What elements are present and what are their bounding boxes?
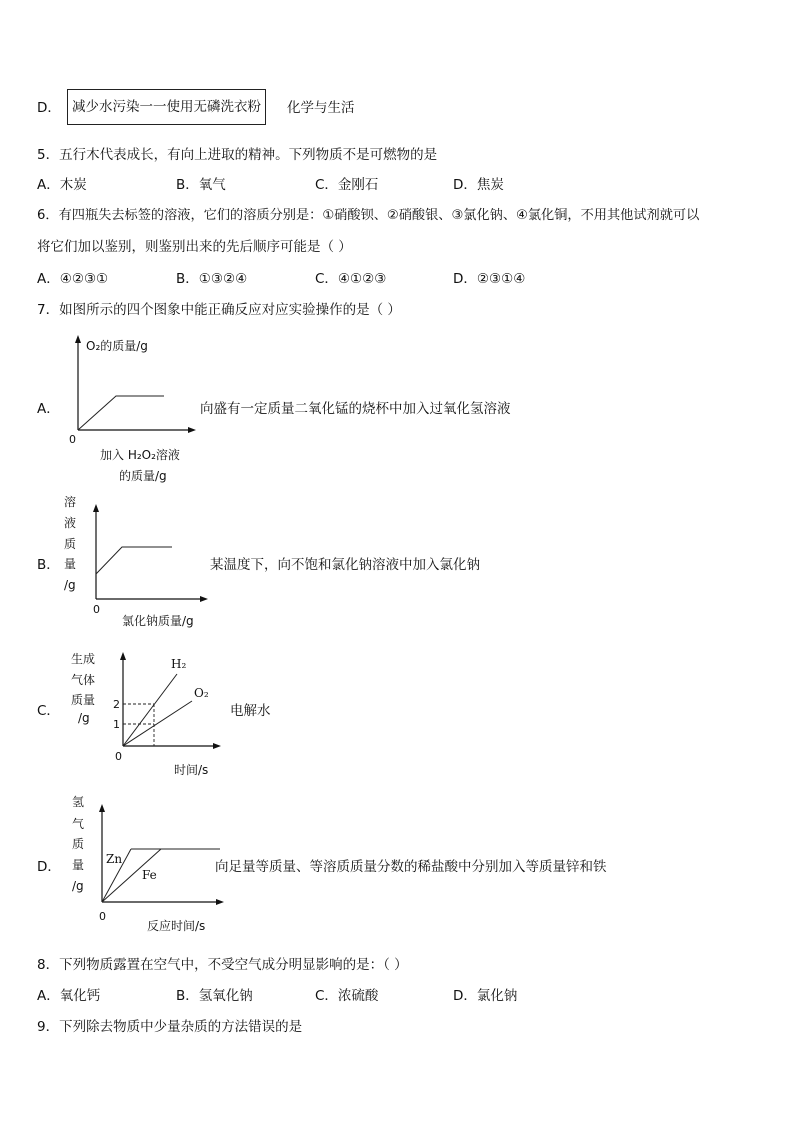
q7-b-solution-line [96,547,172,574]
q7-c-description: 电解水 [230,703,271,719]
q7-d-y-label-5: /g [72,879,84,893]
q9-stem: 9．下列除去物质中少量杂质的方法错误的是 [37,1019,303,1035]
q7-c-x-arrow [213,743,221,749]
q7-a-x-label-1: 加入 H₂O₂溶液 [100,448,180,462]
q7-d-fe-label: Fe [142,868,157,882]
q6-option-a[interactable]: A．④②③① [37,271,109,287]
q7-a-o2-line [78,396,164,430]
q8-stem: 8．下列物质露置在空气中，不受空气成分明显影响的是：（ ） [37,957,408,973]
q7-d-y-label-2: 气 [72,817,85,831]
q7-d-description: 向足量等质量、等溶质质量分数的稀盐酸中分别加入等质量锌和铁 [215,859,607,875]
q7-b-origin: 0 [93,603,100,616]
q7-a-description: 向盛有一定质量二氧化锰的烧杯中加入过氧化氢溶液 [200,401,511,417]
q7-b-y-label-2: 液 [64,516,77,530]
q7-c-o2-line [123,701,192,746]
q6-option-c[interactable]: C．④①②③ [315,271,387,287]
q7-a-y-label: O₂的质量/g [86,339,148,353]
q7-b-y-label-4: 量 [64,557,77,571]
q8-option-b[interactable]: B．氢氧化钠 [176,988,253,1004]
q7-option-b-letter[interactable]: B． [37,557,60,573]
q7-b-graph [60,494,220,634]
q7-option-a-letter[interactable]: A． [37,401,60,417]
q7-d-graph [60,792,230,937]
q7-c-y-label-2: 气体 [71,673,96,687]
q4-option-d-category: 化学与生活 [287,100,355,116]
q8-option-a[interactable]: A．氧化钙 [37,988,101,1004]
q8-option-c[interactable]: C．浓硫酸 [315,988,379,1004]
q7-b-y-label-5: /g [64,578,76,592]
q7-stem: 7．如图所示的四个图象中能正确反应对应实验操作的是（ ） [37,302,401,318]
q7-c-y-arrow [120,652,126,660]
q7-c-y-label-4: /g [78,711,90,725]
q7-c-y-label-3: 质量 [71,693,96,707]
q7-c-graph [60,648,240,783]
q7-c-o2-label: O₂ [194,686,209,700]
q7-c-tick-1: 1 [113,718,120,731]
q7-a-y-arrow [75,335,81,343]
q5-option-c[interactable]: C．金刚石 [315,177,379,193]
q7-b-x-arrow [200,596,208,602]
q8-option-d[interactable]: D．氯化钠 [453,988,518,1004]
q7-a-x-arrow [188,427,196,433]
q7-c-origin: 0 [115,750,122,763]
q6-option-d[interactable]: D．②③①④ [453,271,526,287]
q5-option-d[interactable]: D．焦炭 [453,177,504,193]
q4-option-d-boxed-text: 减少水污染一一使用无磷洗衣粉 [67,89,266,125]
q5-stem: 5．五行木代表成长，有向上进取的精神。下列物质不是可燃物的是 [37,147,438,163]
q7-a-x-label-2: 的质量/g [119,469,167,483]
q7-d-x-arrow [216,899,224,905]
q5-option-a[interactable]: A．木炭 [37,177,87,193]
q7-b-x-label: 氯化钠质量/g [122,614,194,628]
q7-d-zn-label: Zn [106,852,123,866]
q7-c-y-label-1: 生成 [71,652,96,666]
q7-option-c-letter[interactable]: C． [37,703,60,719]
q6-stem-line2: 将它们加以鉴别，则鉴别出来的先后顺序可能是（ ） [37,239,352,255]
q6-stem-line1: 6．有四瓶失去标签的溶液，它们的溶质分别是：①硝酸钡、②硝酸银、③氯化钠、④氯化铜，不用其他试剂就可以 [37,208,700,223]
q7-b-y-label-3: 质 [64,537,77,551]
q7-d-origin: 0 [99,910,106,923]
q6-option-b[interactable]: B．①③②④ [176,271,248,287]
q7-b-description: 某温度下，向不饱和氯化钠溶液中加入氯化钠 [210,557,480,573]
q7-c-x-label: 时间/s [174,763,209,777]
q7-c-h2-label: H₂ [171,657,187,671]
q7-b-y-arrow [93,504,99,512]
q7-d-y-label-4: 量 [72,858,85,872]
q7-d-y-label-1: 氢 [72,795,85,809]
q7-c-h2-line [123,674,177,746]
q7-option-d-letter[interactable]: D． [37,859,61,875]
q7-a-origin: 0 [69,433,76,446]
q7-d-y-arrow [99,804,105,812]
q7-d-y-label-3: 质 [72,837,85,851]
q7-d-x-label: 反应时间/s [147,919,206,933]
q5-option-b[interactable]: B．氧气 [176,177,226,193]
q7-b-y-label-1: 溶 [64,495,77,509]
q4-option-d-letter: D． [37,100,61,116]
q7-c-tick-2: 2 [113,698,120,711]
q7-a-graph [60,330,210,490]
